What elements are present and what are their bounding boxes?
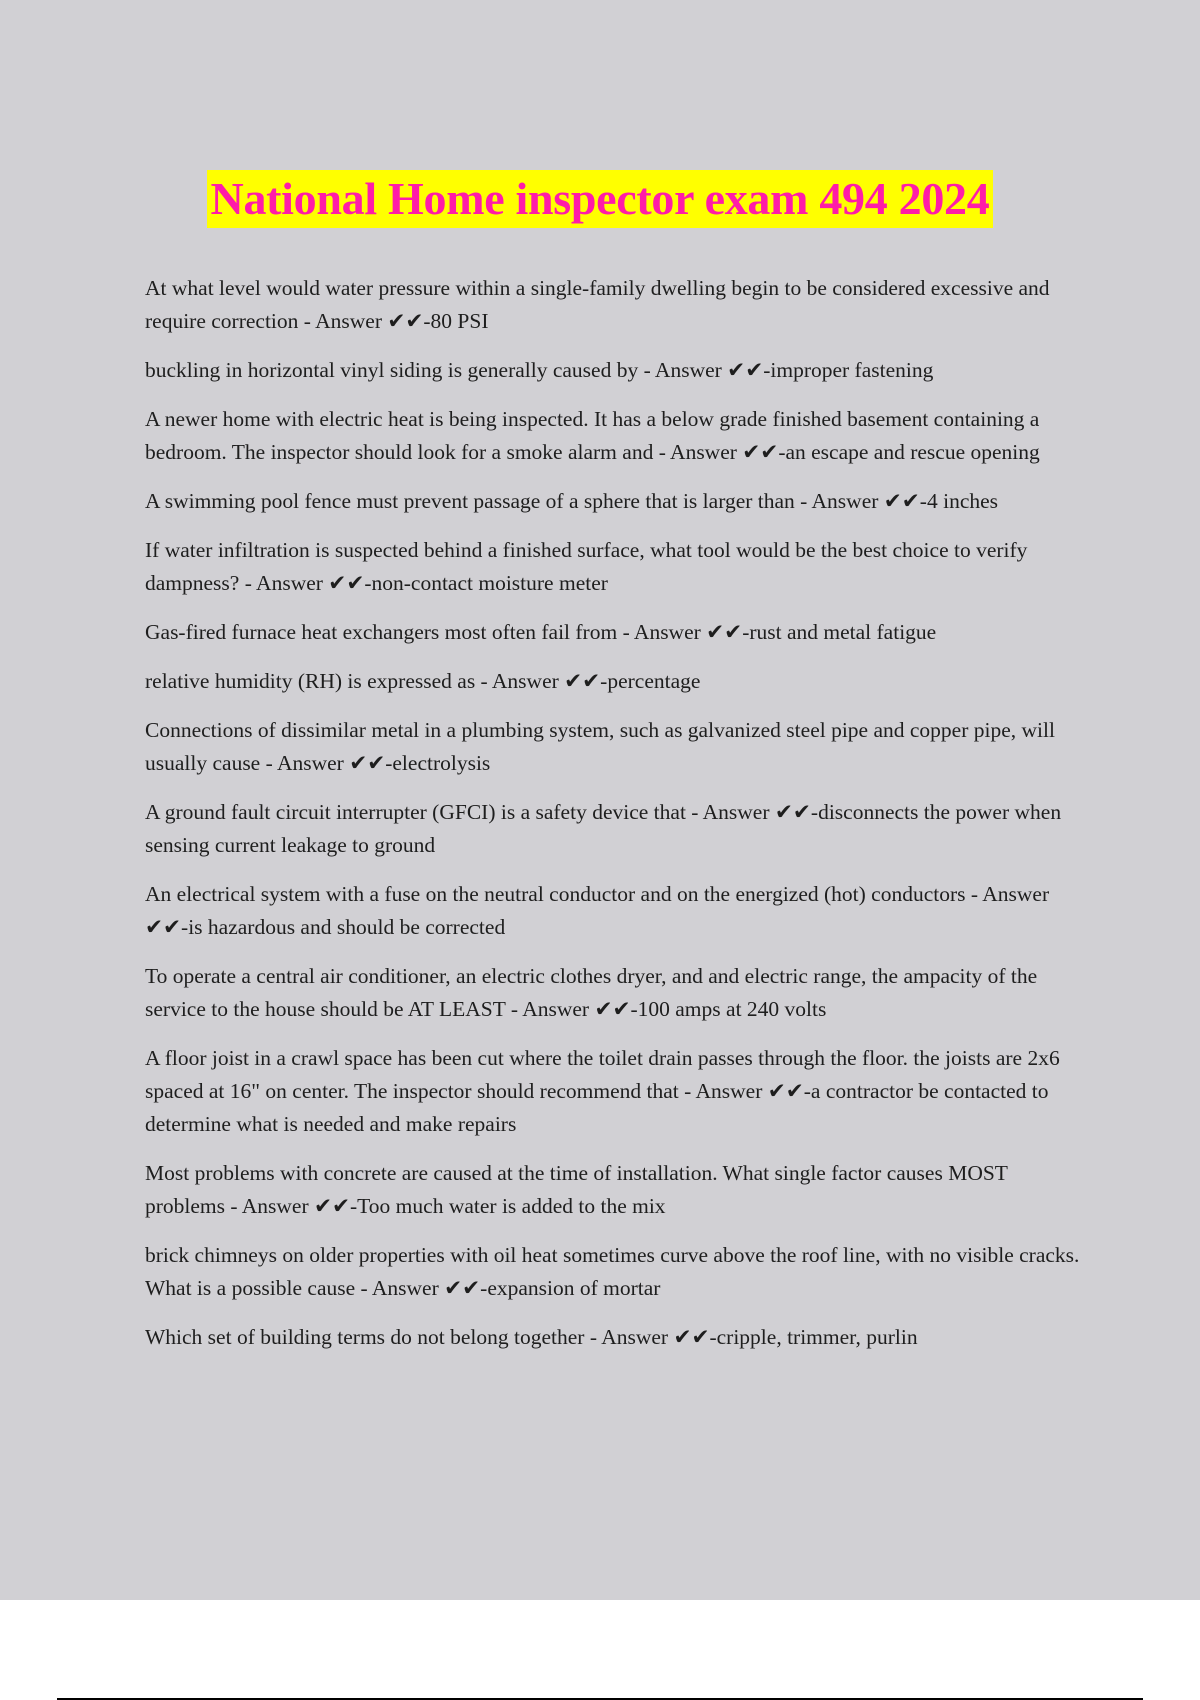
qa-item: Connections of dissimilar metal in a plumbing system, such as galvanized steel pipe and copper pipe, will usually cause - Answer ✔✔-electrolysis [145, 718, 1055, 775]
qa-item: A ground fault circuit interrupter (GFCI) is a safety device that - Answer ✔✔-disconnects the power when sensing current leakage to ground [145, 800, 1062, 857]
qa-item: To operate a central air conditioner, an electric clothes dryer, and and electric range, the ampacity of the service to the house should be AT LEAST - Answer ✔✔-100 amps at 240 volts [145, 964, 1038, 1021]
qa-item: Gas-fired furnace heat exchangers most often fail from - Answer ✔✔-rust and metal fatigue [145, 620, 937, 644]
title-wrap [0, 170, 1200, 228]
document-title: National Home inspector exam 494 2024 [207, 170, 994, 228]
qa-item: brick chimneys on older properties with oil heat sometimes curve above the roof line, with no visible cracks. What is a possible cause - Answer ✔✔-expansion of mortar [145, 1243, 1080, 1300]
qa-item: At what level would water pressure within a single-family dwelling begin to be considered excessive and require correction - Answer ✔✔-80 PSI [145, 276, 1050, 333]
qa-item: Which set of building terms do not belong together - Answer ✔✔-cripple, trimmer, purlin [145, 1325, 918, 1349]
qa-list [145, 272, 1090, 1370]
qa-item: A floor joist in a crawl space has been cut where the toilet drain passes through the floor. the joists are 2x6 spaced at 16" on center. The inspector should recommend that - Answer ✔✔-a contractor be contacted to determine what is needed and make repairs [145, 1046, 1060, 1136]
qa-item: If water infiltration is suspected behind a finished surface, what tool would be the best choice to verify dampness? - Answer ✔✔-non-contact moisture meter [145, 538, 1028, 595]
qa-item: An electrical system with a fuse on the neutral conductor and on the energized (hot) conductors - Answer ✔✔-is hazardous and should be corrected [145, 882, 1050, 939]
qa-item: relative humidity (RH) is expressed as - Answer ✔✔-percentage [145, 669, 701, 693]
qa-item: Most problems with concrete are caused at the time of installation. What single factor causes MOST problems - Answer ✔✔-Too much water is added to the mix [145, 1161, 1008, 1218]
qa-item: A swimming pool fence must prevent passage of a sphere that is larger than - Answer ✔✔-4 inches [145, 489, 999, 513]
qa-item: buckling in horizontal vinyl siding is generally caused by - Answer ✔✔-improper fastening [145, 358, 934, 382]
qa-item: A newer home with electric heat is being inspected. It has a below grade finished basement containing a bedroom. The inspector should look for a smoke alarm and - Answer ✔✔-an escape and rescue opening [145, 407, 1040, 464]
